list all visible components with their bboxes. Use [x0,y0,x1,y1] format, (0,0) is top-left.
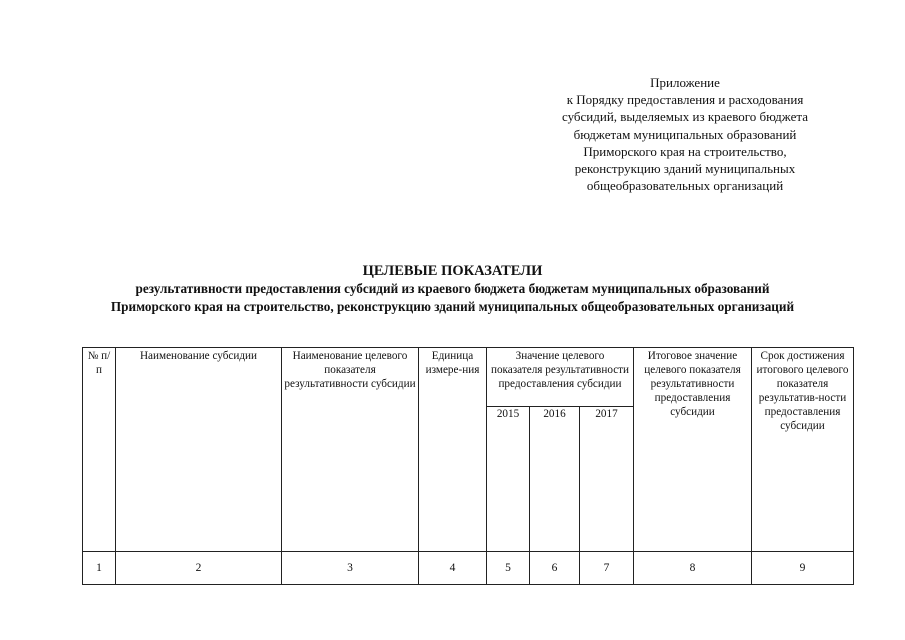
column-number: 3 [282,552,419,585]
header-indicator-name: Наименование целевого показателя результативности субсидии [282,348,419,552]
appendix-note [535,74,835,194]
column-number: 6 [530,552,580,585]
title-line-3: Приморского края на строительство, реконструкцию зданий муниципальных общеобразовательных организаций [110,299,795,314]
header-subsidy-name: Наименование субсидии [116,348,282,552]
indicators-table [82,347,854,585]
header-year-2016: 2016 [530,407,580,552]
appendix-line: бюджетам муниципальных образований [573,126,797,142]
appendix-line: Приморского края на строительство, [583,143,787,159]
appendix-line: Приложение [650,75,720,90]
header-value-group: Значение целевого показателя результативности предоставления субсидии [487,348,634,407]
header-year-2015: 2015 [487,407,530,552]
header-unit: Единица измере-ния [419,348,487,552]
column-number: 9 [752,552,854,585]
column-number: 7 [580,552,634,585]
appendix-line: к Порядку предоставления и расходования [566,92,804,108]
column-number: 8 [634,552,752,585]
header-deadline: Срок достижения итогового целевого показателя результатив-ности предоставления субсидии [752,348,854,552]
title-main: ЦЕЛЕВЫЕ ПОКАЗАТЕЛИ [362,263,543,279]
column-number: 5 [487,552,530,585]
column-number: 4 [419,552,487,585]
appendix-line: субсидий, выделяемых из краевого бюджета [562,109,808,125]
title-line-2: результативности предоставления субсидий из краевого бюджета бюджетам муниципальных образований [135,281,770,296]
document-title [20,262,885,316]
header-year-2017: 2017 [580,407,634,552]
column-number: 2 [116,552,282,585]
header-final-value: Итоговое значение целевого показателя результативности предоставления субсидии [634,348,752,552]
header-num: № п/п [83,348,116,552]
column-number: 1 [83,552,116,585]
appendix-line: реконструкцию зданий муниципальных [574,161,796,177]
column-number-row [83,552,854,585]
appendix-line: общеобразовательных организаций [586,178,784,194]
